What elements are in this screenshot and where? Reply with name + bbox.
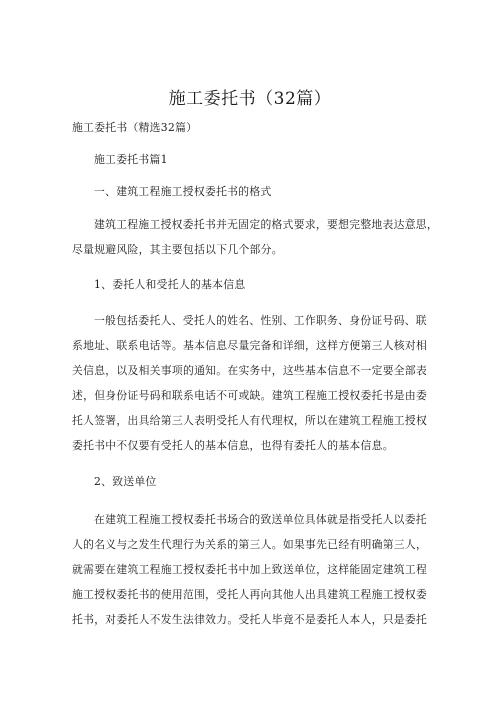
- paragraph-line: 人的名义与之发生代理行为关系的第三人。如果事先已经有明确第三人，: [72, 538, 428, 551]
- paragraph-line: 述，但身份证号码和联系电话不可或缺。建筑工程施工授权委托书是由委: [72, 389, 428, 402]
- paragraph-line: 系地址、联系电话等。基本信息尽量完备和详细，这样方便第三人核对相: [72, 339, 428, 352]
- paragraph-line: 尽量规避风险，其主要包括以下几个部分。: [72, 243, 283, 256]
- paragraph-line: 托书，对委托人不发生法律效力。受托人毕竟不是委托人本人，只是委托: [72, 613, 428, 626]
- section-heading: 施工委托书篇1: [94, 153, 168, 166]
- heading-basic-info: 1、委托人和受托人的基本信息: [94, 278, 246, 291]
- heading-format: 一、建筑工程施工授权委托书的格式: [94, 185, 272, 198]
- paragraph-line: 委托书中不仅要有受托人的基本信息，也得有委托人的基本信息。: [72, 439, 394, 452]
- paragraph-line: 就需要在建筑工程施工授权委托书中加上致送单位，这样能固定建筑工程: [72, 563, 428, 576]
- document-subtitle: 施工委托书（精选32篇）: [72, 121, 198, 134]
- paragraph-line: 关信息，以及相关事项的通知。在实务中，这些基本信息不一定要全部表: [72, 364, 428, 377]
- paragraph-line: 托人签署，出具给第三人表明受托人有代理权，所以在建筑工程施工授权: [72, 414, 428, 427]
- paragraph-line: 一般包括委托人、受托人的姓名、性别、工作职务、身份证号码、联: [94, 314, 427, 327]
- paragraph-line: 施工授权委托书的使用范围，受托人再向其他人出具建筑工程施工授权委: [72, 588, 428, 601]
- paragraph-line: 建筑工程施工授权委托书并无固定的格式要求，要想完整地表达意思，: [94, 218, 438, 231]
- paragraph-line: 在建筑工程施工授权委托书场合的致送单位具体就是指受托人以委托: [94, 513, 427, 526]
- document-title: 施工委托书（32篇）: [168, 89, 332, 109]
- heading-recipient: 2、致送单位: [94, 475, 157, 488]
